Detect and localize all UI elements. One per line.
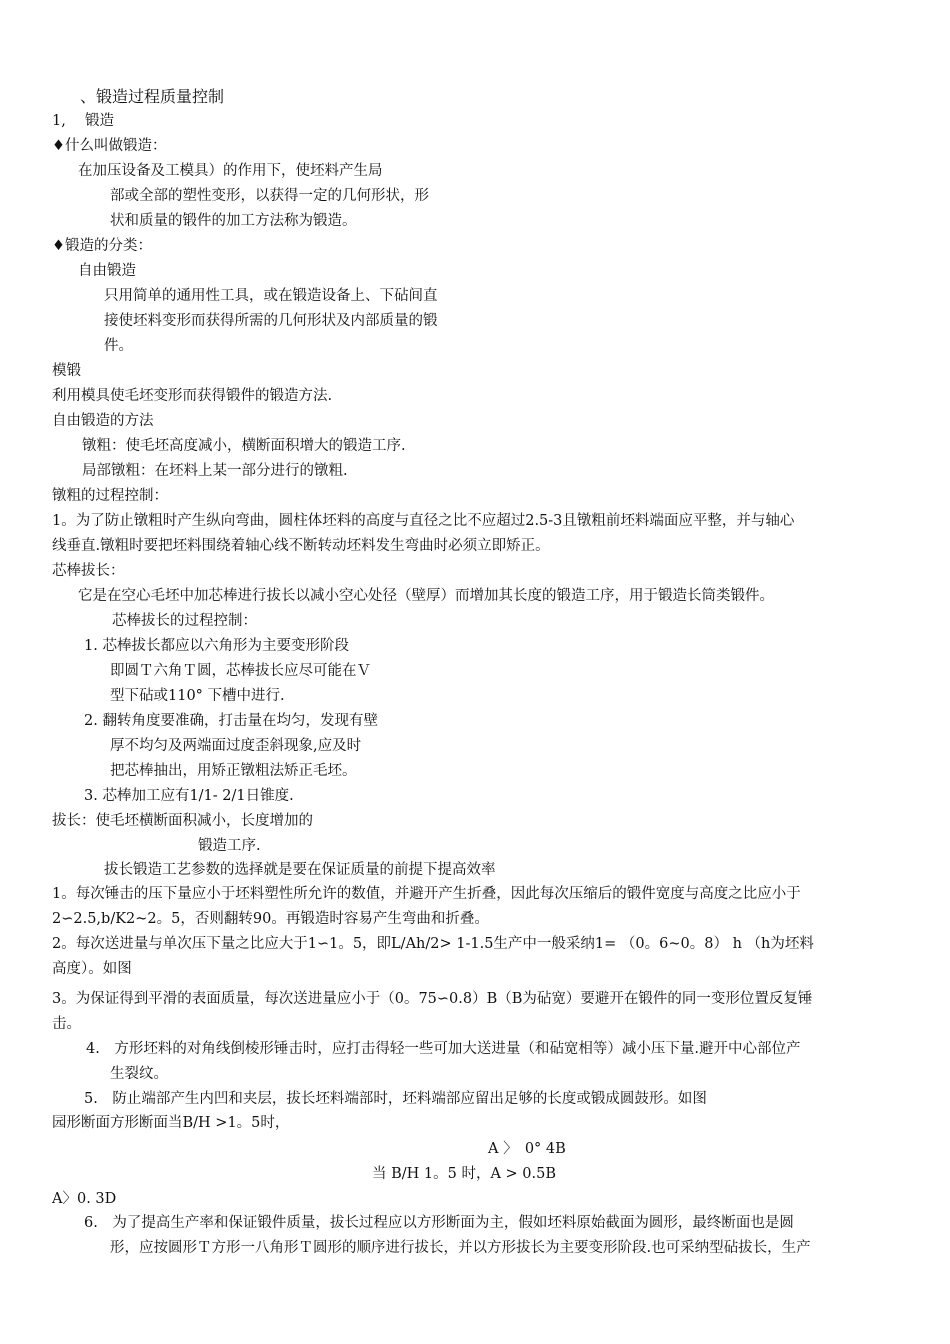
text-line: 模锻 xyxy=(52,363,81,379)
text-line: 园形断面方形断面当B/H >1。5时， xyxy=(52,1115,290,1131)
text-line: 锻造工序. xyxy=(198,838,261,854)
formula-line: A 〉 0° 4B xyxy=(488,1141,566,1157)
formula-line: A〉0. 3D xyxy=(52,1191,117,1207)
text-line: 3。为保证得到平滑的表面质量，每次送进量应小于（0。75∽0.8）B（B为砧宽）要避开在锻件的同一变形位置反复锤 xyxy=(52,991,813,1007)
text-line: 形，应按圆形Ｔ方形一八角形Ｔ圆形的顺序进行拔长，并以方形拔长为主要变形阶段.也可采纳型砧拔长，生产 xyxy=(110,1240,811,1256)
text-line: 只用简单的通用性工具，或在锻造设备上、下砧间直 xyxy=(104,288,438,304)
text-line: ♦锻造的分类： xyxy=(52,238,152,254)
text-line: 型下砧或110° 下槽中进行. xyxy=(110,688,285,704)
text-line: 它是在空心毛坯中加芯棒进行拔长以减小空心处径（壁厚）而增加其长度的锻造工序，用于锻造长筒类锻件。 xyxy=(78,588,774,604)
text-line: ♦什么叫做锻造： xyxy=(52,138,167,154)
text-line: 2∽2.5,b/K2~2。5，否则翻转90。再锻造时容易产生弯曲和折叠。 xyxy=(52,911,489,927)
text-line: 2。每次送进量与单次压下量之比应大于1∽1。5，即L/Ah/2> 1-1.5生产中一般采纳1= （0。6~0。8） h （h为坯料 xyxy=(52,936,814,952)
text-line: 利用模具使毛坯变形而获得锻件的锻造方法. xyxy=(52,388,333,404)
text-line: 4. 方形坯料的对角线倒棱形锤击时，应打击得轻一些可加大送进量（和砧宽相等）减小压下量.避开中心部位产 xyxy=(86,1041,801,1057)
text-line: 拔长锻造工艺参数的选择就是要在保证质量的前提下提高效率 xyxy=(104,862,496,878)
text-line: 1。为了防止镦粗时产生纵向弯曲，圆柱体坯料的高度与直径之比不应超过2.5-3且镦粗前坯料端面应平整，并与轴心 xyxy=(52,513,795,529)
text-line: 2. 翻转角度要准确，打击量在均匀，发现有壁 xyxy=(84,713,378,729)
text-line: 芯棒拔长的过程控制： xyxy=(112,613,257,629)
text-line: 自由锻造 xyxy=(78,263,136,279)
text-line: 1。每次锤击的压下量应小于坯料塑性所允许的数值，并避开产生折叠，因此每次压缩后的锻件宽度与高度之比应小于 xyxy=(52,886,801,902)
formula-line: 当 B/H 1。5 时，A > 0.5B xyxy=(372,1166,557,1182)
text-line: 芯棒拔长： xyxy=(52,563,125,579)
text-line: 件。 xyxy=(104,338,133,354)
text-line: 生裂纹。 xyxy=(110,1066,168,1082)
text-line: 镦粗：使毛坯高度减小，横断面积增大的锻造工序. xyxy=(82,438,406,454)
text-line: 部或全部的塑性变形，以获得一定的几何形状，形 xyxy=(110,188,429,204)
text-line: 局部镦粗：在坯料上某一部分进行的镦粗. xyxy=(82,463,348,479)
text-line: 状和质量的锻件的加工方法称为锻造。 xyxy=(110,213,357,229)
text-line: 厚不均匀及两端面过度歪斜现象,应及时 xyxy=(110,738,362,754)
text-line: 镦粗的过程控制： xyxy=(52,488,168,504)
text-line: 把芯棒抽出，用矫正镦粗法矫正毛坯。 xyxy=(110,763,357,779)
text-line: 3. 芯棒加工应有1/1- 2/1日锥度. xyxy=(84,788,294,804)
text-line: 1, 锻造 xyxy=(52,113,114,129)
text-line: 自由锻造的方法 xyxy=(52,413,154,429)
text-line: 高度）。如图 xyxy=(52,961,132,977)
text-line: 在加压设备及工模具）的作用下，使坯料产生局 xyxy=(78,163,383,179)
text-line: 击。 xyxy=(52,1016,81,1032)
document-title: 、锻造过程质量控制 xyxy=(80,87,225,106)
text-line: 拔长：使毛坯横断面积减小，长度增加的 xyxy=(52,813,313,829)
text-line: 接使坯料变形而获得所需的几何形状及内部质量的锻 xyxy=(104,313,438,329)
text-line: 6. 为了提高生产率和保证锻件质量，拔长过程应以方形断面为主，假如坯料原始截面为圆形，最终断面也是圆 xyxy=(84,1215,794,1231)
text-line: 线垂直.镦粗时要把坯料围绕着轴心线不断转动坯料发生弯曲时必须立即矫正。 xyxy=(52,538,550,554)
text-line: 1. 芯棒拔长都应以六角形为主要变形阶段 xyxy=(84,638,349,654)
text-line: 即圆Ｔ六角Ｔ圆，芯棒拔长应尽可能在Ｖ xyxy=(110,663,371,679)
text-line: 5. 防止端部产生内凹和夹层，拔长坯料端部时，坯料端部应留出足够的长度或锻成圆鼓形。如图 xyxy=(84,1091,707,1107)
